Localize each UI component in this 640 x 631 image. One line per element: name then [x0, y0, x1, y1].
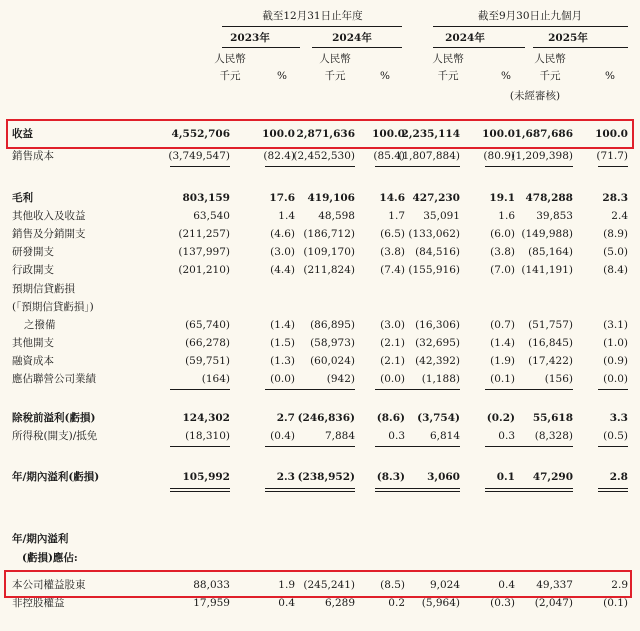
table-cell: 6,814: [429, 430, 460, 442]
table-cell: (4.6): [270, 228, 295, 240]
table-cell: 100.0: [262, 128, 295, 140]
table-cell: (155,916): [408, 264, 460, 276]
table-cell: 4,552,706: [171, 128, 230, 140]
table-cell: (156): [544, 373, 573, 385]
table-cell: 419,106: [307, 192, 355, 204]
header-rule: [222, 26, 402, 27]
table-cell: 2.8: [609, 471, 628, 483]
total-double-rule: [400, 491, 460, 492]
year-rule: [312, 47, 402, 48]
subtotal-rule: [170, 166, 230, 167]
subtotal-rule: [265, 389, 295, 390]
total-double-rule: [400, 488, 460, 489]
table-cell: (8.4): [603, 264, 628, 276]
row-label: 年/期內溢利(虧損): [12, 471, 100, 483]
row-label: 銷售及分銷開支: [12, 228, 86, 240]
row-label: 年/期內溢利: [12, 533, 69, 545]
table-cell: 17.6: [269, 192, 295, 204]
table-cell: (0.1): [490, 373, 515, 385]
total-double-rule: [598, 488, 628, 489]
subtotal-rule: [400, 166, 460, 167]
year-header: 2024年: [445, 32, 485, 44]
table-cell: 14.6: [379, 192, 405, 204]
table-cell: 0.1: [496, 471, 515, 483]
table-cell: (1.3): [270, 355, 295, 367]
table-cell: (0.1): [603, 597, 628, 609]
unaudited-note: (未經審核): [509, 90, 561, 102]
header-rule: [433, 26, 628, 27]
currency-label: 人民幣: [432, 53, 464, 65]
table-cell: (137,997): [178, 246, 230, 258]
row-label: (虧損)應佔:: [22, 552, 78, 564]
pct-label: %: [380, 70, 390, 82]
table-cell: (58,973): [310, 337, 355, 349]
total-double-rule: [513, 488, 573, 489]
table-cell: (2.1): [380, 337, 405, 349]
row-label: 非控股權益: [12, 597, 65, 609]
table-cell: (2.1): [380, 355, 405, 367]
table-cell: (8.9): [603, 228, 628, 240]
total-double-rule: [170, 491, 230, 492]
table-cell: (1,188): [421, 373, 460, 385]
table-cell: (0.7): [490, 319, 515, 331]
table-cell: 48,598: [318, 210, 355, 222]
table-cell: (60,024): [310, 355, 355, 367]
table-cell: 1.4: [278, 210, 295, 222]
highlight-box-revenue: [6, 119, 634, 149]
table-cell: (0.3): [490, 597, 515, 609]
table-cell: 2,235,114: [401, 128, 460, 140]
table-cell: (211,257): [178, 228, 230, 240]
subtotal-rule: [598, 389, 628, 390]
row-label: 之撥備: [24, 319, 56, 331]
subtotal-rule: [295, 166, 355, 167]
table-cell: (942): [326, 373, 355, 385]
table-cell: (6.0): [490, 228, 515, 240]
table-cell: (0.5): [603, 430, 628, 442]
subtotal-rule: [513, 166, 573, 167]
table-cell: (141,191): [521, 264, 573, 276]
row-label: 除稅前溢利(虧損): [12, 412, 96, 424]
total-double-rule: [513, 491, 573, 492]
group-header-fy: 截至12月31日止年度: [262, 10, 363, 22]
table-cell: (1,209,398): [511, 150, 573, 162]
table-cell: (0.9): [603, 355, 628, 367]
table-cell: 3,060: [427, 471, 460, 483]
table-cell: (3,749,547): [168, 150, 230, 162]
subtotal-rule: [265, 446, 295, 447]
subtotal-rule: [400, 389, 460, 390]
subtotal-rule: [295, 389, 355, 390]
table-cell: (133,062): [408, 228, 460, 240]
table-cell: (201,210): [178, 264, 230, 276]
year-header: 2024年: [332, 32, 372, 44]
pct-label: %: [501, 70, 511, 82]
table-cell: 2,871,636: [296, 128, 355, 140]
table-cell: 7,884: [324, 430, 355, 442]
table-cell: 28.3: [602, 192, 628, 204]
subtotal-rule: [485, 389, 515, 390]
table-cell: (164): [201, 373, 230, 385]
subtotal-rule: [513, 389, 573, 390]
pct-label: %: [605, 70, 615, 82]
table-cell: (16,845): [528, 337, 573, 349]
table-cell: (3.8): [380, 246, 405, 258]
table-cell: (7.0): [490, 264, 515, 276]
table-cell: (109,170): [303, 246, 355, 258]
table-cell: (65,740): [185, 319, 230, 331]
table-cell: (8.3): [376, 471, 405, 483]
table-cell: 0.4: [498, 579, 515, 591]
table-cell: 0.2: [388, 597, 405, 609]
group-header-9m: 截至9月30日止九個月: [477, 10, 583, 22]
row-label: 其他收入及收益: [12, 210, 86, 222]
table-cell: 6,289: [324, 597, 355, 609]
table-cell: (3.0): [270, 246, 295, 258]
unit-label: 千元: [219, 70, 241, 82]
table-cell: 1.6: [498, 210, 515, 222]
table-cell: (2,047): [534, 597, 573, 609]
table-cell: 427,230: [412, 192, 460, 204]
table-cell: (238,952): [297, 471, 355, 483]
row-label: 本公司權益股東: [12, 579, 86, 591]
table-cell: (82.4): [263, 150, 295, 162]
table-cell: 2.9: [611, 579, 628, 591]
table-cell: (8,328): [534, 430, 573, 442]
table-cell: 35,091: [423, 210, 460, 222]
table-cell: (8.5): [380, 579, 405, 591]
table-cell: (1.0): [603, 337, 628, 349]
subtotal-rule: [598, 166, 628, 167]
unit-label: 千元: [539, 70, 561, 82]
table-cell: (3.0): [380, 319, 405, 331]
total-double-rule: [265, 491, 295, 492]
row-label: 其他開支: [12, 337, 54, 349]
total-double-rule: [170, 488, 230, 489]
total-double-rule: [295, 491, 355, 492]
table-cell: (0.0): [270, 373, 295, 385]
table-cell: 0.3: [388, 430, 405, 442]
total-double-rule: [295, 488, 355, 489]
row-label: 融資成本: [12, 355, 54, 367]
table-cell: (16,306): [415, 319, 460, 331]
currency-label: 人民幣: [214, 53, 246, 65]
table-cell: (0.2): [486, 412, 515, 424]
table-cell: (3.1): [603, 319, 628, 331]
row-label: (「預期信貸虧損」): [12, 301, 94, 313]
row-label: 銷售成本: [12, 150, 54, 162]
table-cell: (51,757): [528, 319, 573, 331]
table-cell: (17,422): [528, 355, 573, 367]
table-cell: (80.9): [483, 150, 515, 162]
table-cell: 803,159: [182, 192, 230, 204]
table-cell: (0.0): [603, 373, 628, 385]
table-cell: 124,302: [182, 412, 230, 424]
table-cell: (66,278): [185, 337, 230, 349]
table-cell: 63,540: [193, 210, 230, 222]
unit-label: 千元: [324, 70, 346, 82]
subtotal-rule: [400, 446, 460, 447]
subtotal-rule: [170, 446, 230, 447]
row-label: 所得稅(開支)/抵免: [12, 430, 98, 442]
table-cell: (0.0): [380, 373, 405, 385]
table-cell: (18,310): [185, 430, 230, 442]
subtotal-rule: [265, 166, 295, 167]
row-label: 應佔聯營公司業績: [12, 373, 96, 385]
table-cell: (85.4): [373, 150, 405, 162]
table-cell: 1.9: [278, 579, 295, 591]
pct-label: %: [277, 70, 287, 82]
table-cell: 2.3: [276, 471, 295, 483]
table-cell: (32,695): [415, 337, 460, 349]
unit-label: 千元: [437, 70, 459, 82]
subtotal-rule: [485, 166, 515, 167]
table-cell: (2,452,530): [293, 150, 355, 162]
table-cell: (3,754): [417, 412, 460, 424]
table-cell: (5,964): [421, 597, 460, 609]
table-cell: 2.4: [611, 210, 628, 222]
table-cell: (1.5): [270, 337, 295, 349]
table-cell: 49,337: [536, 579, 573, 591]
table-cell: (3.8): [490, 246, 515, 258]
year-rule: [533, 47, 628, 48]
table-cell: 100.0: [372, 128, 405, 140]
table-cell: 2.7: [276, 412, 295, 424]
table-cell: (1.4): [270, 319, 295, 331]
table-cell: (85,164): [528, 246, 573, 258]
table-cell: (211,824): [303, 264, 355, 276]
table-cell: (6.5): [380, 228, 405, 240]
year-rule: [433, 47, 525, 48]
table-cell: (42,392): [415, 355, 460, 367]
subtotal-rule: [598, 446, 628, 447]
subtotal-rule: [170, 389, 230, 390]
year-header: 2025年: [548, 32, 588, 44]
total-double-rule: [485, 488, 515, 489]
highlight-box-equity-holders: [4, 570, 632, 598]
table-cell: (1,807,884): [398, 150, 460, 162]
subtotal-rule: [295, 446, 355, 447]
row-label: 行政開支: [12, 264, 54, 276]
table-cell: 55,618: [532, 412, 573, 424]
table-cell: (84,516): [415, 246, 460, 258]
table-cell: 0.4: [278, 597, 295, 609]
table-cell: 105,992: [182, 471, 230, 483]
table-cell: (4.4): [270, 264, 295, 276]
table-cell: 47,290: [532, 471, 573, 483]
table-cell: 39,853: [536, 210, 573, 222]
table-cell: (246,836): [297, 412, 355, 424]
table-cell: (149,988): [521, 228, 573, 240]
row-label: 預期信貸虧損: [12, 283, 75, 295]
table-cell: 3.3: [609, 412, 628, 424]
total-double-rule: [598, 491, 628, 492]
table-cell: (5.0): [603, 246, 628, 258]
year-header: 2023年: [230, 32, 270, 44]
table-cell: 19.1: [489, 192, 515, 204]
table-cell: (59,751): [185, 355, 230, 367]
table-cell: 0.3: [498, 430, 515, 442]
table-cell: 100.0: [595, 128, 628, 140]
table-cell: (7.4): [380, 264, 405, 276]
row-label: 毛利: [12, 192, 33, 204]
table-cell: 1.7: [388, 210, 405, 222]
currency-label: 人民幣: [534, 53, 566, 65]
table-cell: 1,687,686: [514, 128, 573, 140]
table-cell: (1.4): [490, 337, 515, 349]
total-double-rule: [265, 488, 295, 489]
table-cell: (245,241): [303, 579, 355, 591]
table-cell: (8.6): [376, 412, 405, 424]
table-cell: 88,033: [193, 579, 230, 591]
table-cell: 17,959: [193, 597, 230, 609]
table-cell: 9,024: [429, 579, 460, 591]
table-cell: (86,895): [310, 319, 355, 331]
currency-label: 人民幣: [319, 53, 351, 65]
row-label: 收益: [12, 128, 33, 140]
year-rule: [222, 47, 300, 48]
total-double-rule: [485, 491, 515, 492]
table-cell: (1.9): [490, 355, 515, 367]
subtotal-rule: [513, 446, 573, 447]
table-cell: 100.0: [482, 128, 515, 140]
table-cell: (0.4): [270, 430, 295, 442]
table-cell: (186,712): [303, 228, 355, 240]
table-cell: (71.7): [596, 150, 628, 162]
table-cell: 478,288: [525, 192, 573, 204]
row-label: 研發開支: [12, 246, 54, 258]
subtotal-rule: [485, 446, 515, 447]
